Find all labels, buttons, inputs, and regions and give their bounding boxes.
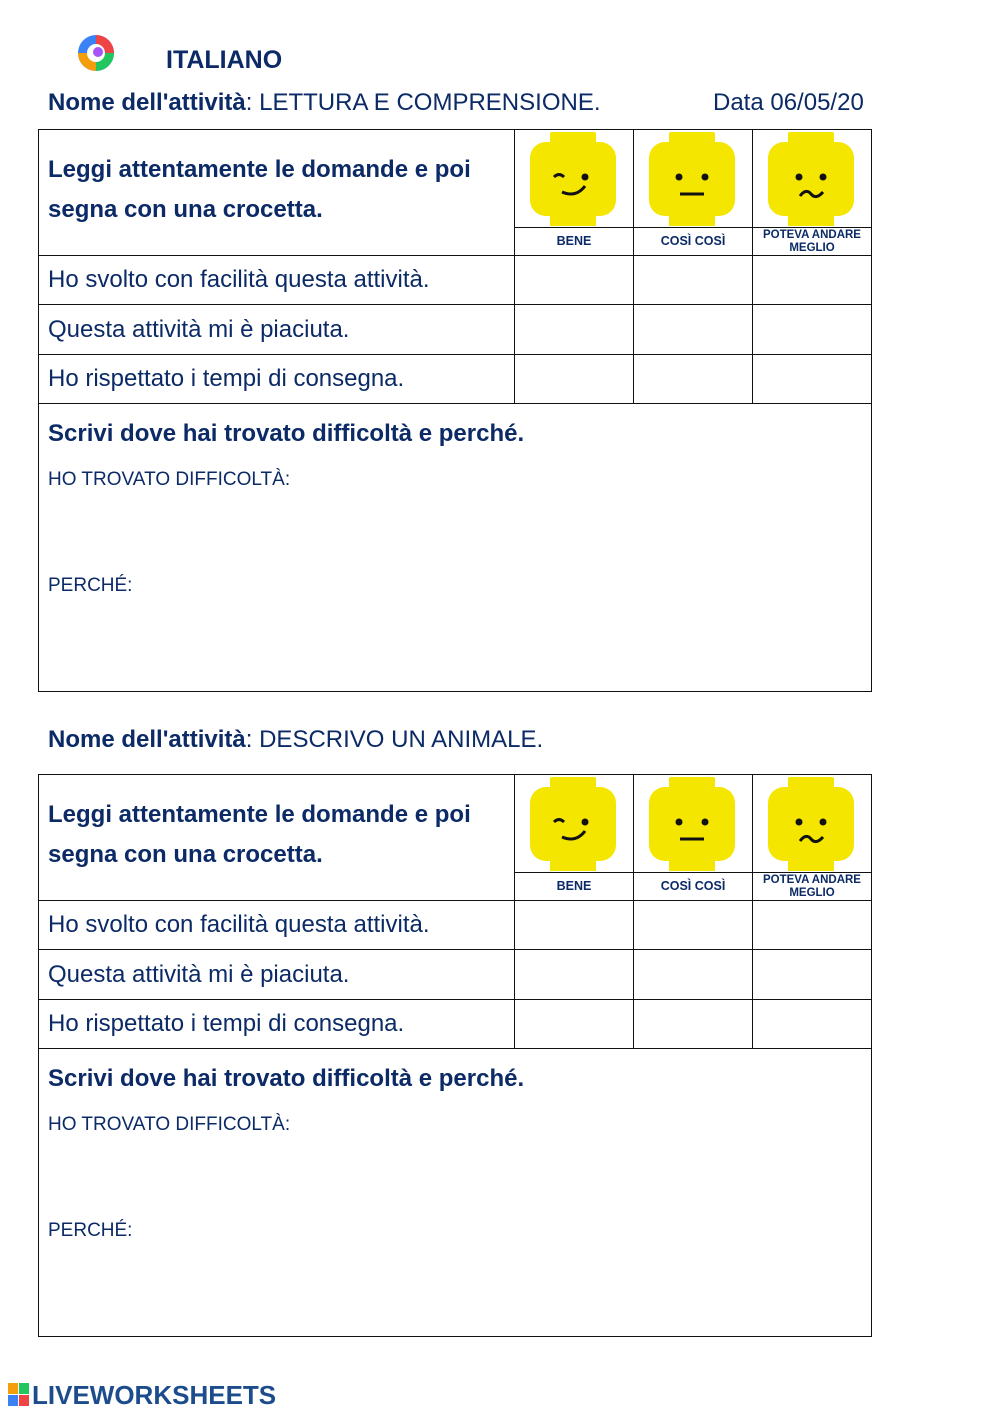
- question-3: Ho rispettato i tempi di consegna.: [48, 365, 405, 392]
- check-cell-q3-cosi-cosi[interactable]: [634, 355, 751, 403]
- instruction-text: Leggi attentamente le domande e poi segna con una crocetta.: [48, 801, 471, 868]
- rating-label-bene: BENE: [556, 234, 592, 248]
- difficulty-answer-field[interactable]: [48, 495, 858, 565]
- smirk-face-icon: [528, 777, 618, 872]
- spiral-logo-icon: [76, 33, 116, 73]
- rating-label-poteva-andare-meglio: POTEVA ANDARE MEGLIO: [763, 229, 861, 254]
- reason-label: PERCHÉ:: [48, 1220, 133, 1241]
- check-cell-q3-bene[interactable]: [515, 355, 632, 403]
- instruction-text: Leggi attentamente le domande e poi segna con una crocetta.: [48, 156, 471, 223]
- reason-label: PERCHÉ:: [48, 575, 133, 596]
- check-cell-q2-cosi-cosi[interactable]: [634, 950, 751, 999]
- date-label: Data 06/05/20: [713, 89, 864, 116]
- check-cell-q2-meglio[interactable]: [753, 305, 871, 354]
- neutral-face-icon: [647, 132, 737, 227]
- reason-answer-field[interactable]: [48, 602, 858, 682]
- check-cell-q2-cosi-cosi[interactable]: [634, 305, 751, 354]
- check-cell-q1-bene[interactable]: [515, 256, 632, 304]
- neutral-face-icon: [647, 777, 737, 872]
- difficulty-answer-field[interactable]: [48, 1140, 858, 1210]
- smirk-face-icon: [528, 132, 618, 227]
- check-cell-q3-meglio[interactable]: [753, 355, 871, 403]
- check-cell-q1-meglio[interactable]: [753, 256, 871, 304]
- question-2: Questa attività mi è piaciuta.: [48, 961, 350, 988]
- check-cell-q2-bene[interactable]: [515, 305, 632, 354]
- check-cell-q2-meglio[interactable]: [753, 950, 871, 999]
- question-2: Questa attività mi è piaciuta.: [48, 316, 350, 343]
- activity-title-1: [48, 89, 601, 117]
- liveworksheets-brand: [8, 1381, 276, 1409]
- self-assessment-table-1: [38, 129, 872, 692]
- check-cell-q1-cosi-cosi[interactable]: [634, 901, 751, 949]
- difficulty-title: Scrivi dove hai trovato difficoltà e perché.: [48, 1065, 525, 1092]
- activity-title-2: [48, 726, 543, 754]
- difficulty-title: Scrivi dove hai trovato difficoltà e perché.: [48, 420, 525, 447]
- check-cell-q3-bene[interactable]: [515, 1000, 632, 1048]
- activity-label: Nome dell'attività: [48, 89, 246, 116]
- question-1: Ho svolto con facilità questa attività.: [48, 911, 430, 938]
- subject-title: ITALIANO: [166, 46, 283, 74]
- rating-label-bene: BENE: [556, 879, 592, 893]
- check-cell-q1-meglio[interactable]: [753, 901, 871, 949]
- brand-blocks-icon: [8, 1383, 30, 1407]
- activity-label: Nome dell'attività: [48, 726, 246, 753]
- check-cell-q3-meglio[interactable]: [753, 1000, 871, 1048]
- check-cell-q2-bene[interactable]: [515, 950, 632, 999]
- rating-label-poteva-andare-meglio: POTEVA ANDARE MEGLIO: [763, 874, 861, 899]
- worried-face-icon: [766, 777, 856, 872]
- question-3: Ho rispettato i tempi di consegna.: [48, 1010, 405, 1037]
- difficulty-label: HO TROVATO DIFFICOLTÀ:: [48, 1114, 291, 1135]
- check-cell-q3-cosi-cosi[interactable]: [634, 1000, 751, 1048]
- self-assessment-table-2: [38, 774, 872, 1337]
- rating-label-cosi-cosi: COSÌ COSÌ: [660, 879, 726, 893]
- worried-face-icon: [766, 132, 856, 227]
- check-cell-q1-cosi-cosi[interactable]: [634, 256, 751, 304]
- activity-value: : DESCRIVO UN ANIMALE.: [245, 726, 544, 753]
- reason-answer-field[interactable]: [48, 1247, 858, 1327]
- check-cell-q1-bene[interactable]: [515, 901, 632, 949]
- rating-label-cosi-cosi: COSÌ COSÌ: [660, 234, 726, 248]
- brand-text: LIVEWORKSHEETS: [32, 1379, 277, 1410]
- question-1: Ho svolto con facilità questa attività.: [48, 266, 430, 293]
- difficulty-label: HO TROVATO DIFFICOLTÀ:: [48, 469, 291, 490]
- activity-value: : LETTURA E COMPRENSIONE.: [245, 89, 601, 116]
